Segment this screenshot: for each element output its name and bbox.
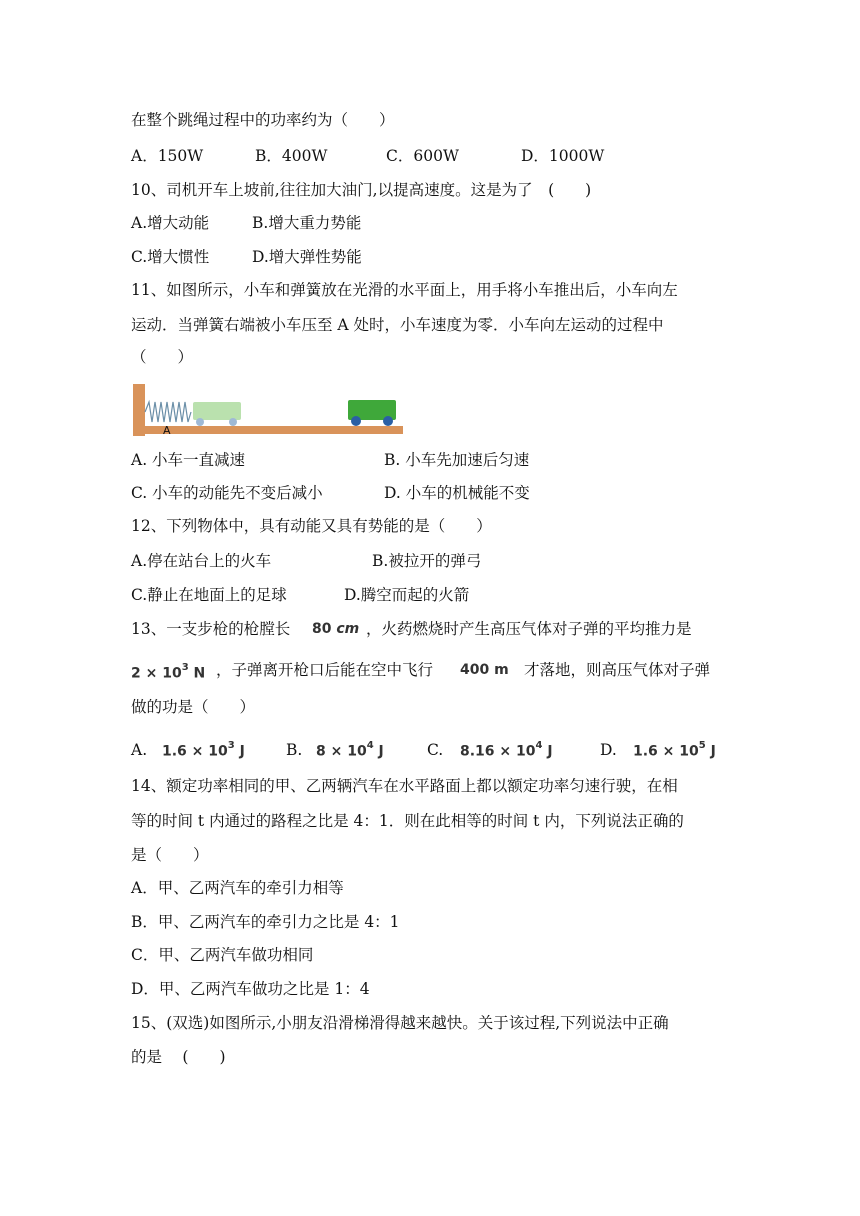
- q10-option-b: B.增大重力势能: [252, 214, 362, 232]
- q11-stem-line2: 运动．当弹簧右端被小车压至 A 处时，小车速度为零．小车向左运动的过程中: [131, 316, 664, 334]
- q14-stem-line1: 14、额定功率相同的甲、乙两辆汽车在水平路面上都以额定功率匀速行驶，在相: [131, 777, 678, 795]
- q10-stem: 10、司机开车上坡前,往往加大油门,以提高速度。这是为了 ( ): [131, 181, 592, 199]
- floor: [133, 426, 403, 434]
- q13-option-b-base: 8 × 10: [316, 743, 367, 760]
- q13-force-unit: N: [193, 665, 206, 682]
- spring-coil: [145, 402, 191, 422]
- q13-option-b-value: [316, 738, 384, 762]
- q13-length-num: 80: [312, 621, 332, 637]
- q14-option-d: D．甲、乙两汽车做功之比是 1：4: [131, 980, 370, 998]
- q11-option-b: B. 小车先加速后匀速: [384, 451, 530, 469]
- q13-option-a-exp: 3: [227, 740, 235, 751]
- q13-option-d-exp: 5: [698, 740, 706, 751]
- q11-stem-line1: 11、如图所示，小车和弹簧放在光滑的水平面上，用手将小车推出后，小车向左: [131, 281, 678, 299]
- q13-option-c-base: 8.16 × 10: [460, 743, 536, 760]
- q9-option-c: C．600W: [386, 147, 459, 165]
- q13-option-d-base: 1.6 × 10: [633, 743, 699, 760]
- q14-stem-line2: 等的时间 t 内通过的路程之比是 4：1．则在此相等的时间 t 内，下列说法正确的: [131, 812, 684, 830]
- q15-stem-line1: 15、(双选)如图所示,小朋友沿滑梯滑得越来越快。关于该过程,下列说法中正确: [131, 1014, 669, 1032]
- q13-option-a-letter: A.: [131, 741, 148, 759]
- q13-option-a-unit: J: [239, 743, 245, 760]
- q13-length-unit: cm: [336, 621, 360, 637]
- cart-wheel-left: [351, 416, 361, 426]
- q13-length-value: [312, 619, 359, 639]
- q14-option-b: B．甲、乙两汽车的牵引力之比是 4：1: [131, 913, 400, 931]
- q11-option-a: A. 小车一直减速: [131, 451, 246, 469]
- q10-option-a: A.增大动能: [131, 214, 210, 232]
- q13-option-c-unit: J: [547, 743, 553, 760]
- q9-option-b: B．400W: [255, 147, 328, 165]
- q11-option-c: C. 小车的动能先不变后减小: [131, 484, 323, 502]
- q13-option-b-exp: 4: [366, 740, 374, 751]
- cart-at-a-faded: [193, 402, 241, 420]
- q12-option-d: D.腾空而起的火箭: [344, 586, 470, 604]
- q9-stem-end: 在整个跳绳过程中的功率约为（ ）: [131, 111, 395, 129]
- q9-option-d: D．1000W: [521, 147, 605, 165]
- q10-option-c: C.增大惯性: [131, 248, 210, 266]
- cart-at-a-wheel-right: [229, 418, 237, 426]
- q13-option-b-letter: B.: [286, 741, 303, 759]
- q13-option-d-letter: D.: [600, 741, 617, 759]
- q13-stem-d: 才落地，则高压气体对子弹: [524, 661, 711, 679]
- q14-stem-line3: 是（ ）: [131, 846, 209, 864]
- q13-option-b-unit: J: [378, 743, 384, 760]
- q13-stem-c: ，子弹离开枪口后能在空中飞行: [216, 661, 434, 679]
- q13-option-c-exp: 4: [535, 740, 543, 751]
- q13-stem-e: 做的功是（ ）: [131, 698, 256, 716]
- q13-stem-b: ，火药燃烧时产生高压气体对子弹的平均推力是: [366, 620, 692, 638]
- q13-force-exp: 3: [181, 662, 189, 673]
- point-a-label: A: [163, 424, 171, 437]
- cart-at-a-wheel-left: [196, 418, 204, 426]
- q13-option-c-value: [460, 738, 553, 762]
- q13-option-a-base: 1.6 × 10: [162, 743, 228, 760]
- q14-option-a: A．甲、乙两汽车的牵引力相等: [131, 879, 344, 897]
- q11-option-d: D. 小车的机械能不变: [384, 484, 530, 502]
- q13-distance-value: 400 m: [460, 662, 509, 678]
- q11-stem-line3: （ ）: [131, 348, 194, 366]
- q12-stem: 12、下列物体中，具有动能又具有势能的是（ ）: [131, 517, 492, 535]
- q14-option-c: C．甲、乙两汽车做功相同: [131, 946, 314, 964]
- q13-force-value: [131, 660, 205, 684]
- q13-force-base: 2 × 10: [131, 665, 182, 682]
- q15-stem-line2: 的是 ( ): [131, 1048, 226, 1066]
- cart-wheel-right: [383, 416, 393, 426]
- q12-option-b: B.被拉开的弹弓: [372, 552, 482, 570]
- q13-stem-a: 13、一支步枪的枪膛长: [131, 620, 291, 638]
- q13-option-c-letter: C.: [427, 741, 444, 759]
- q9-option-a: A．150W: [131, 147, 204, 165]
- spring-cart-figure: [133, 382, 403, 437]
- q13-option-d-unit: J: [710, 743, 716, 760]
- q12-option-c: C.静止在地面上的足球: [131, 586, 287, 604]
- q13-option-d-value: [633, 738, 716, 762]
- q12-option-a: A.停在站台上的火车: [131, 552, 272, 570]
- q10-option-d: D.增大弹性势能: [252, 248, 362, 266]
- q13-option-a-value: [162, 738, 245, 762]
